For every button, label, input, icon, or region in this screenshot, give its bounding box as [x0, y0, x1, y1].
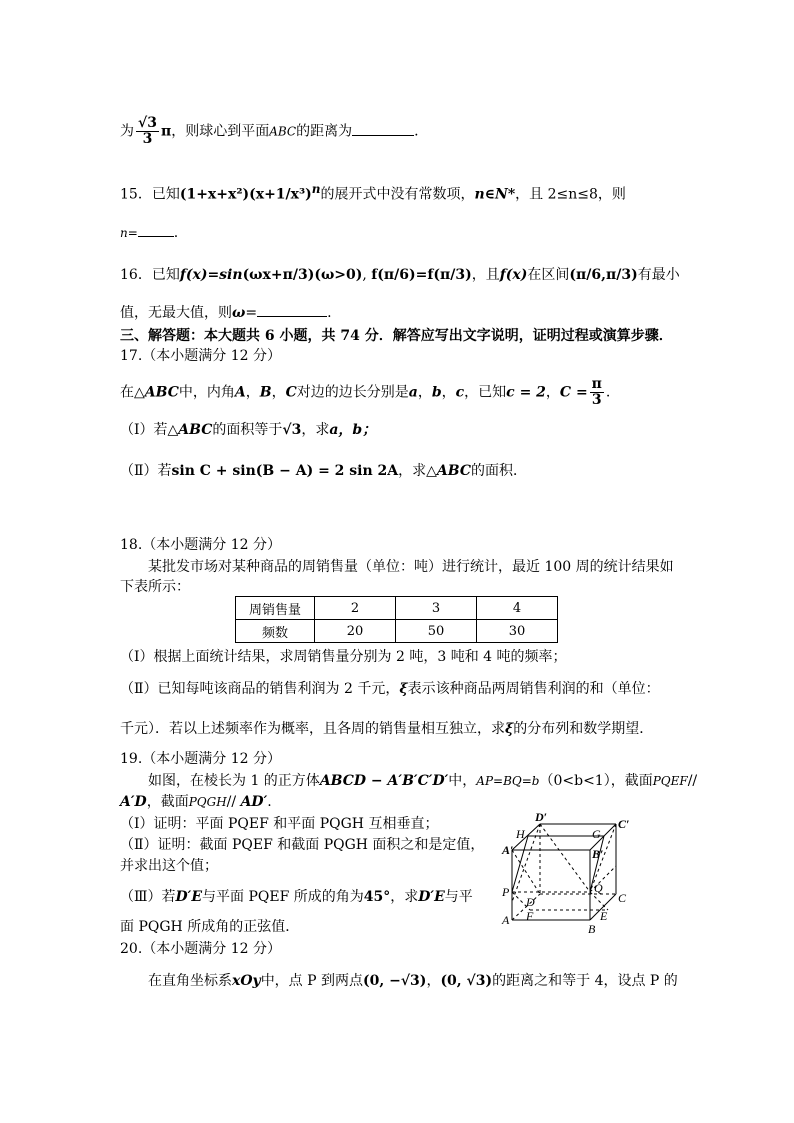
q18-title: 18.（本小题满分 12 分） — [120, 537, 281, 553]
table-cell: 3 — [396, 597, 477, 620]
p14-tail: 为 $\frac{√3}{3}$ π，则球心到平面ABC的距离为 . — [120, 115, 419, 147]
q19-part2a: （Ⅱ）证明：截面 PQEF 和截面 PQGH 面积之和是定值， — [120, 837, 485, 853]
table-cell: 20 — [315, 620, 396, 643]
q18-part2-line1: （Ⅱ）已知每吨该商品的销售利润为 2 千元，ξ表示该种商品两周销售利润的和（单位： — [120, 681, 660, 697]
cube-figure — [500, 812, 640, 937]
label-C: C — [618, 891, 627, 905]
label-D: D — [526, 895, 535, 909]
label-P: P — [502, 885, 510, 899]
q20-line1: 在直角坐标系xOy中，点 P 到两点(0, −√3)，(0, √3)的距离之和等于 4，设点 P 的 — [148, 973, 678, 989]
answer-blank — [352, 123, 414, 136]
label-B: B — [588, 922, 596, 936]
label-E: E — [600, 909, 608, 923]
q17-part2: （Ⅱ）若sin C + sin(B − A) = 2 sin 2A，求△ABC的面积． — [120, 463, 528, 479]
section-heading: 三、解答题：本大题共 6 小题，共 74 分．解答应写出文字说明，证明过程或演算步骤． — [120, 328, 673, 344]
answer-blank — [257, 304, 327, 317]
label-A: A — [502, 913, 510, 927]
q19-line2: A′D，截面PQGH// AD′. — [120, 794, 272, 810]
p15-line2: n= . — [120, 225, 179, 241]
table-row — [236, 597, 558, 620]
p16-line1: 16．已知f(x)=sin(ωx+π/3)(ω>0), f(π/6)=f(π/3)，且f(x)在区间(π/6,π/3)有最小 — [120, 267, 680, 283]
label-G: G — [592, 827, 601, 841]
q18-line2: 下表所示： — [120, 579, 190, 595]
label-Q: Q — [594, 881, 603, 895]
q19-part1: （Ⅰ）证明：平面 PQEF 和平面 PQGH 互相垂直； — [120, 816, 439, 832]
p16-line2: 值，无最大值，则ω= . — [120, 305, 332, 321]
frac-sqrt3-over-3: $\frac{√3}{3}$ — [138, 115, 157, 147]
table-cell: 4 — [477, 597, 558, 620]
table-cell: 频数 — [236, 620, 315, 643]
q17-part1: （Ⅰ）若△ABC的面积等于√3，求a，b； — [120, 422, 377, 438]
label-F: F — [526, 909, 534, 923]
q18-part1: （Ⅰ）根据上面统计结果，求周销售量分别为 2 吨，3 吨和 4 吨的频率； — [120, 649, 567, 665]
label-H: H — [516, 827, 525, 841]
label-D-prime: D′ — [535, 812, 548, 824]
q19-part3a: （Ⅲ）若D′E与平面 PQEF 所成的角为45°，求D′E与平 — [120, 889, 473, 905]
table-row — [236, 620, 558, 643]
label-A-prime: A′ — [502, 843, 514, 857]
answer-blank — [138, 224, 174, 237]
p15-line1: 15．已知$(1+x+x^2)(x+1/x^3)^n$的展开式中没有常数项，n∈N*，且 2≤n≤8，则 — [120, 182, 626, 203]
q19-part2b: 并求出这个值； — [120, 858, 218, 874]
table-cell: 30 — [477, 620, 558, 643]
table-cell: 2 — [315, 597, 396, 620]
q20-title: 20.（本小题满分 12 分） — [120, 941, 281, 957]
table-cell: 周销售量 — [236, 597, 315, 620]
q19-part3b: 面 PQGH 所成角的正弦值． — [120, 919, 300, 935]
label-C-prime: C′ — [618, 817, 630, 831]
q19-title: 19.（本小题满分 12 分） — [120, 751, 281, 767]
q18-line1: 某批发市场对某种商品的周销售量（单位：吨）进行统计，最近 100 周的统计结果如 — [148, 559, 674, 575]
q18-part2-line2: 千元）．若以上述频率作为概率，且各周的销售量相互独立，求ξ的分布列和数学期望． — [120, 721, 654, 737]
table-cell: 50 — [396, 620, 477, 643]
q19-line1: 如图，在棱长为 1 的正方体ABCD − A′B′C′D′中，AP=BQ=b（0<b<1），截面PQEF// — [148, 773, 698, 789]
sales-table — [235, 596, 558, 643]
q17-title: 17.（本小题满分 12 分） — [120, 348, 281, 364]
q17-line1: 在△ABC中，内角A，B，C对边的边长分别是a，b，c，已知c = 2，C = $\frac{\pi}{3}$ . — [120, 376, 611, 408]
label-B-prime: B′ — [592, 847, 604, 861]
